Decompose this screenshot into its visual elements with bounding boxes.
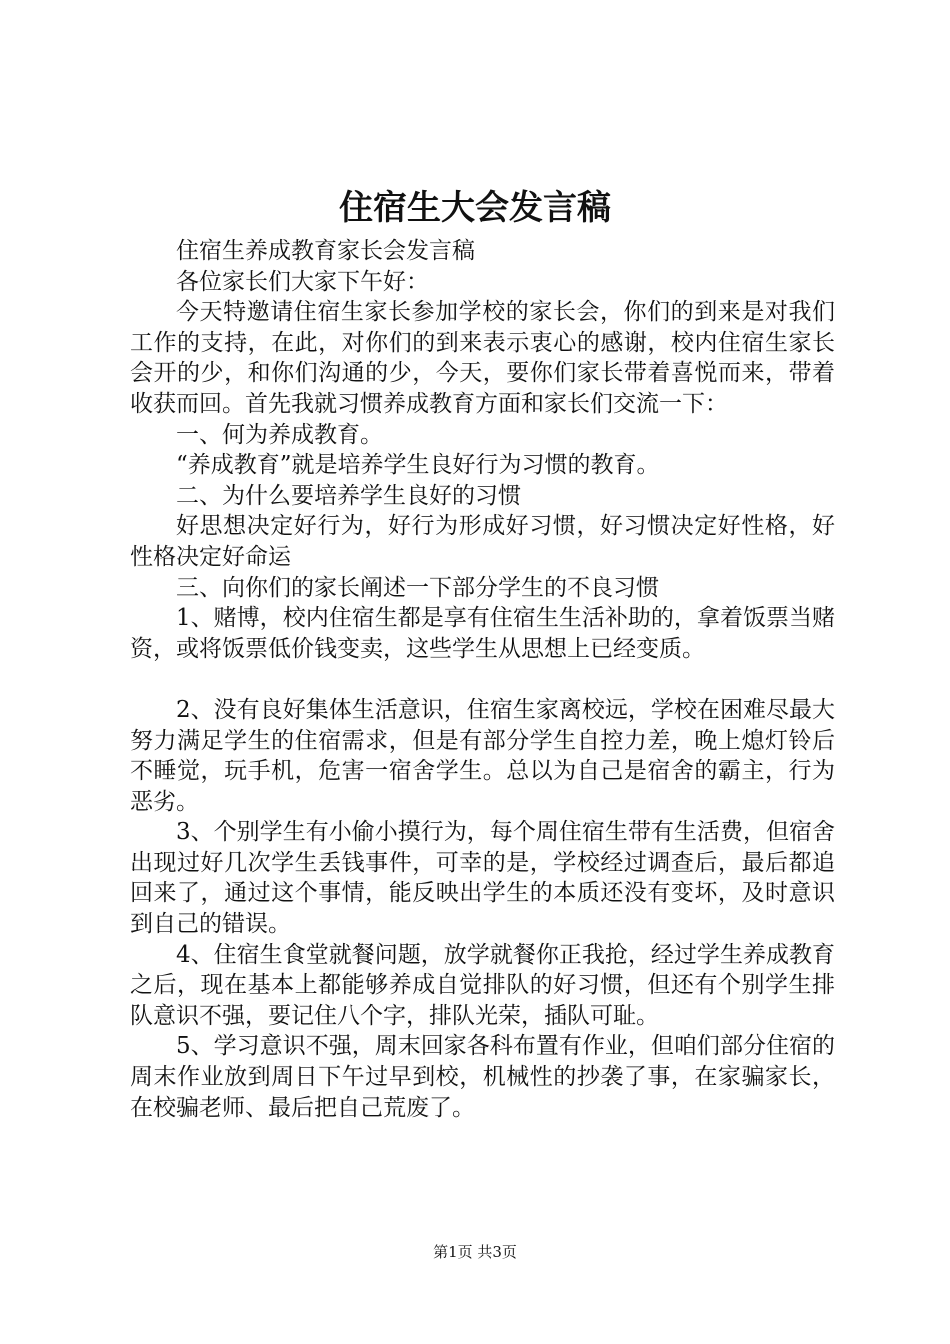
paragraph-item-1: 1、赌博，校内住宿生都是享有住宿生生活补助的，拿着饭票当赌资，或将饭票低价钱变卖，这些学生从思想上已经变质。 (130, 605, 835, 662)
paragraph-definition: “养成教育”就是培养学生良好行为习惯的教育。 (176, 452, 660, 479)
paragraph-item-4: 4、住宿生食堂就餐问题，放学就餐你正我抢，经过学生养成教育之后，现在基本上都能够养成自觉排队的好习惯，但还有个别学生排队意识不强，要记住八个字，排队光荣，插队可耻。 (130, 941, 835, 1029)
paragraph-intro: 今天特邀请住宿生家长参加学校的家长会，你们的到来是对我们工作的支持，在此，对你们的到来表示衷心的感谢，校内住宿生家长会开的少，和你们沟通的少，今天，要你们家长带着喜悦而来，带着收获而回。首先我就习惯养成教育方面和家长们交流一下： (130, 299, 835, 417)
document-body (130, 236, 835, 1123)
paragraph-reason: 好思想决定好行为，好行为形成好习惯，好习惯决定好性格，好性格决定好命运 (130, 513, 835, 570)
paragraph-greeting: 各位家长们大家下午好： (176, 268, 429, 295)
heading-section-3: 三、向你们的家长阐述一下部分学生的不良习惯 (176, 574, 659, 601)
paragraph-subtitle: 住宿生养成教育家长会发言稿 (176, 238, 475, 264)
heading-section-2: 二、为什么要培养学生良好的习惯 (176, 482, 521, 509)
paragraph-item-2: 2、没有良好集体生活意识，住宿生家离校远，学校在困难尽最大努力满足学生的住宿需求，但是有部分学生自控力差，晚上熄灯铃后不睡觉，玩手机，危害一宿舍学生。总以为自己是宿舍的霸主，行为恶劣。 (130, 696, 835, 815)
paragraph-item-5: 5、学习意识不强，周末回家各科布置有作业，但咱们部分住宿的周末作业放到周日下午过早到校，机械性的抄袭了事，在家骗家长，在校骗老师、最后把自己荒废了。 (130, 1033, 835, 1121)
document-title: 住宿生大会发言稿 (339, 188, 611, 228)
paragraph-item-3: 3、个别学生有小偷小摸行为，每个周住宿生带有生活费，但宿舍出现过好几次学生丢钱事件，可幸的是，学校经过调查后，最后都追回来了，通过这个事情，能反映出学生的本质还没有变坏，及时意识到自己的错误。 (130, 819, 835, 938)
page-number-footer: 第1页 共3页 (433, 1243, 517, 1261)
heading-section-1: 一、何为养成教育。 (176, 421, 383, 448)
